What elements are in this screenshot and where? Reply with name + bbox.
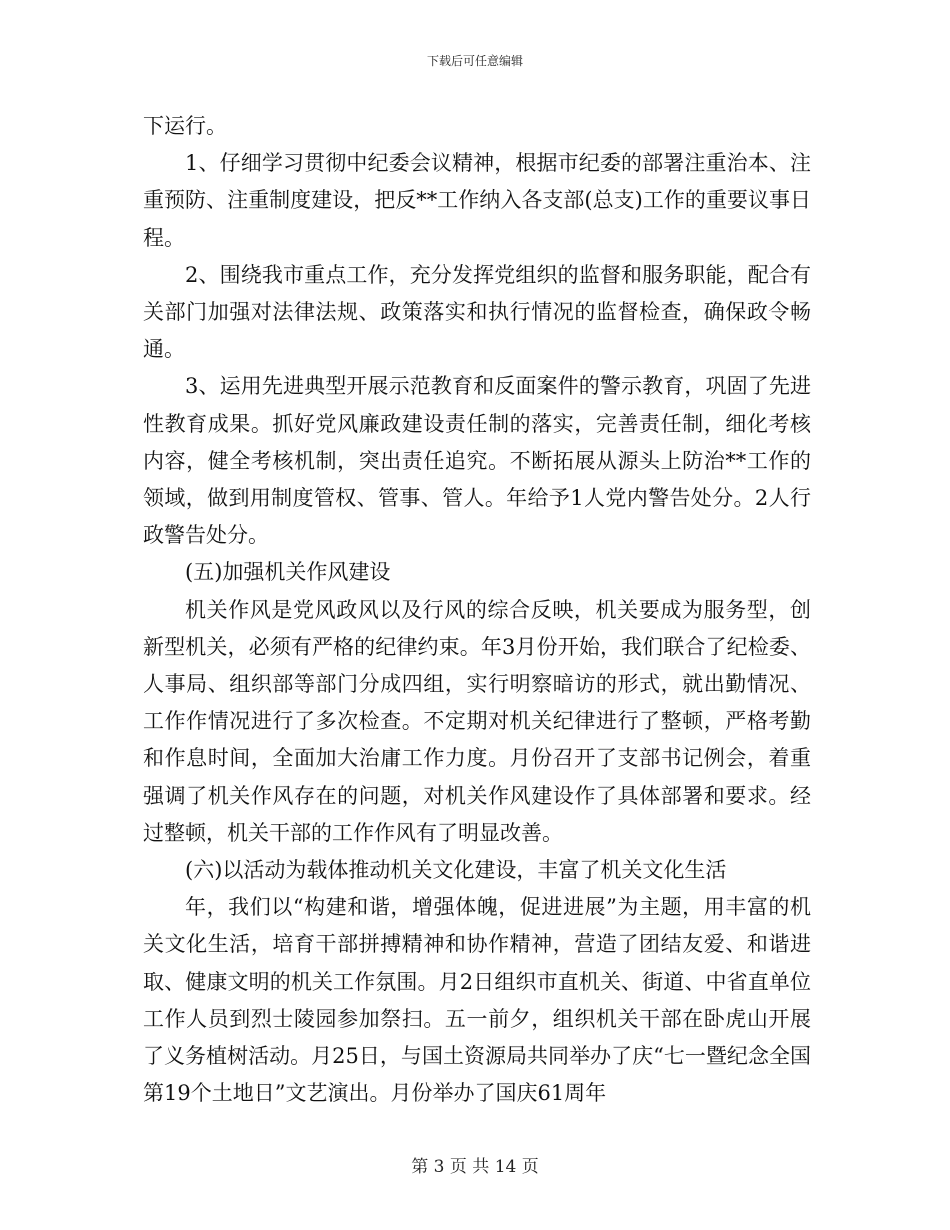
- paragraph-continuation: 下运行。: [143, 114, 227, 138]
- paragraph-item-1: 1、仔细学习贯彻中纪委会议精神，根据市纪委的部署注重治本、注重预防、注重制度建设，把反**工作纳入各支部(总支)工作的重要议事日程。: [143, 151, 811, 250]
- page-number-footer: 第 3 页 共 14 页: [411, 1157, 539, 1177]
- section-heading-6: (六)以活动为载体推动机关文化建设，丰富了机关文化生活: [185, 858, 727, 883]
- paragraph-culture-activities: 年，我们以“构建和谐，增强体魄，促进进展”为主题，用丰富的机关文化生活，培育干部拼搏精神和协作精神，营造了团结友爱、和谐进取、健康文明的机关工作氛围。月2日组织市直机关、街道、中省直单位工作人员到烈士陵园参加祭扫。五一前夕，组织机关干部在卧虎山开展了义务植树活动。月25日，与国土资源局共同举办了庆“七一暨纪念全国第19个土地日”文艺演出。月份举办了国庆61周年: [143, 895, 811, 1106]
- paragraph-item-2: 2、围绕我市重点工作，充分发挥党组织的监督和服务职能，配合有关部门加强对法律法规、政策落实和执行情况的监督检查，确保政令畅通。: [143, 262, 811, 362]
- section-heading-5: (五)加强机关作风建设: [185, 560, 391, 585]
- paragraph-item-3: 3、运用先进典型开展示范教育和反面案件的警示教育，巩固了先进性教育成果。抓好党风廉政建设责任制的落实，完善责任制，细化考核内容，健全考核机制，突出责任追究。不断拓展从源头上防治**工作的领域，做到用制度管权、管事、管人。年给予1人党内警告处分。2人行政警告处分。: [143, 374, 811, 548]
- document-body: [143, 108, 811, 1112]
- paragraph-work-style: 机关作风是党风政风以及行风的综合反映，机关要成为服务型，创新型机关，必须有严格的纪律约束。年3月份开始，我们联合了纪检委、人事局、组织部等部门分成四组，实行明察暗访的形式，就出勤情况、工作作情况进行了多次检查。不定期对机关纪律进行了整顿，严格考勤和作息时间，全面加大治庸工作力度。月份召开了支部书记例会，着重强调了机关作风存在的问题，对机关作风建设作了具体部署和要求。经过整顿，机关干部的工作作风有了明显改善。: [143, 597, 811, 845]
- page-header-note: 下载后可任意编辑: [426, 54, 523, 68]
